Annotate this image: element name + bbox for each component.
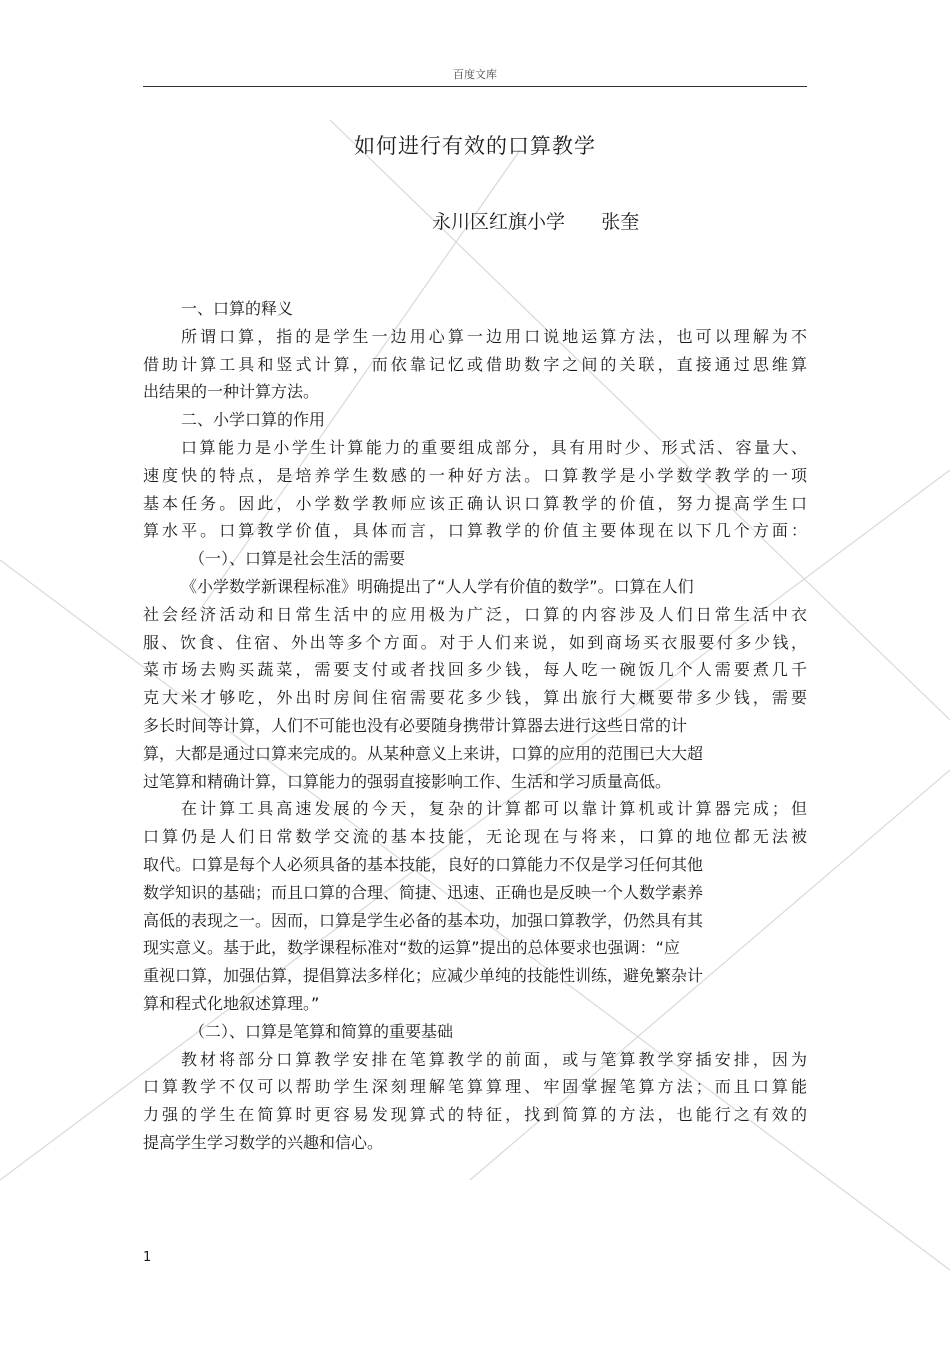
paragraph-line: 借助计算工具和竖式计算，而依靠记忆或借助数字之间的关联，直接通过思维算 [143,354,807,374]
paragraph-line: 现实意义。基于此，数学课程标准对“数的运算”提出的总体要求也强调：“应 [143,938,680,958]
paragraph-line: 教材将部分口算教学安排在笔算教学的前面，或与笔算教学穿插安排，因为 [181,1049,807,1069]
paragraph-line: 算水平。口算教学价值，具体而言，口算教学的价值主要体现在以下几个方面： [143,521,807,541]
paragraph-line: 过笔算和精确计算，口算能力的强弱直接影响工作、生活和学习质量高低。 [143,771,672,791]
paragraph-line: 数学知识的基础；而且口算的合理、简捷、迅速、正确也是反映一个人数学素养 [143,882,704,902]
paragraph-line: 出结果的一种计算方法。 [143,382,320,402]
paragraph-line: 速度快的特点，是培养学生数感的一种好方法。口算教学是小学数学教学的一项 [143,465,807,485]
paragraph-line: 克大米才够吃，外出时房间住宿需要花多少钱，算出旅行大概要带多少钱，需要 [143,688,807,708]
paragraph-line: 《小学数学新课程标准》明确提出了“人人学有价值的数学”。口算在人们 [181,576,694,596]
paragraph-line: 取代。口算是每个人必须具备的基本技能，良好的口算能力不仅是学习任何其他 [143,854,704,874]
paragraph-line: 所谓口算，指的是学生一边用心算一边用口说地运算方法，也可以理解为不 [181,326,807,346]
paragraph-line: 算，大都是通过口算来完成的。从某种意义上来讲，口算的应用的范围已大大超 [143,743,704,763]
paragraph-line: 多长时间等计算，人们不可能也没有必要随身携带计算器去进行这些日常的计 [143,715,688,735]
header-divider [143,86,807,87]
subsection-heading: （二）、口算是笔算和简算的重要基础 [189,1021,454,1041]
paragraph-line: 菜市场去购买蔬菜，需要支付或者找回多少钱，每人吃一碗饭几个人需要煮几千 [143,660,807,680]
paragraph-line: 口算教学不仅可以帮助学生深刻理解笔算算理、牢固掌握笔算方法；而且口算能 [143,1077,807,1097]
paragraph-line: 高低的表现之一。因而，口算是学生必备的基本功，加强口算教学，仍然具有其 [143,910,704,930]
paragraph-line: 社会经济活动和日常生活中的应用极为广泛，口算的内容涉及人们日常生活中衣 [143,604,807,624]
paragraph-line: 口算仍是人们日常数学交流的基本技能，无论现在与将来，口算的地位都无法被 [143,827,807,847]
paragraph-line: 口算能力是小学生计算能力的重要组成部分，具有用时少、形式活、容量大、 [181,437,807,457]
subsection-heading: （一）、口算是社会生活的需要 [189,549,406,569]
page-number: 1 [143,1250,152,1265]
author-school: 永川区红旗小学 [432,211,566,233]
section-heading: 二、小学口算的作用 [181,410,326,430]
paragraph-line: 基本任务。因此，小学数学教师应该正确认识口算教学的价值，努力提高学生口 [143,493,807,513]
paragraph-line: 在计算工具高速发展的今天，复杂的计算都可以靠计算机或计算器完成；但 [181,799,807,819]
author-name: 张奎 [601,211,640,233]
paragraph-line: 重视口算，加强估算，提倡算法多样化；应减少单纯的技能性训练，避免繁杂计 [143,966,704,986]
byline [432,207,639,234]
page-header: 百度文库 [453,68,497,81]
paragraph-line: 提高学生学习数学的兴趣和信心。 [143,1132,384,1152]
paragraph-line: 服、饮食、住宿、外出等多个方面。对于人们来说，如到商场买衣服要付多少钱， [143,632,807,652]
paragraph-line: 算和程式化地叙述算理。” [143,993,320,1013]
document-title: 如何进行有效的口算教学 [354,134,596,158]
section-heading: 一、口算的释义 [181,299,294,318]
paragraph-line: 力强的学生在简算时更容易发现算式的特征，找到简算的方法，也能行之有效的 [143,1105,807,1125]
document-body [143,295,807,1157]
